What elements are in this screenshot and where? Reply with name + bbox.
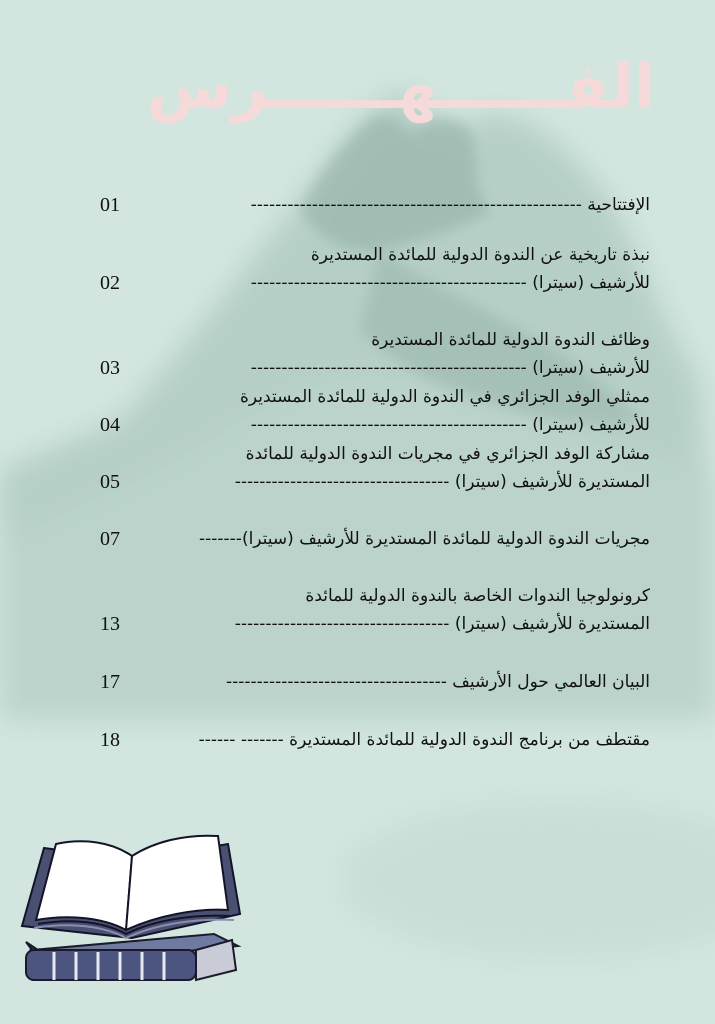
toc-page-number: 07	[100, 528, 120, 550]
toc-entry-text: مجريات الندوة الدولية للمائدة المستديرة للأرشيف (سيترا)-------	[199, 529, 650, 549]
toc-entry-text: مقتطف من برنامج الندوة الدولية للمائدة المستديرة ------- ------	[198, 730, 650, 750]
toc-entry-text: للأرشيف (سيترا) ---------------------------------------------	[250, 273, 650, 293]
toc-entry	[90, 525, 650, 553]
page-title: الفــــــهــــــرس	[146, 50, 655, 123]
toc-page-number: 05	[100, 471, 120, 493]
toc-entry	[90, 241, 650, 297]
toc-entry	[90, 383, 650, 439]
toc-entry-text: كرونولوجيا الندوات الخاصة بالندوة الدولية للمائدة	[305, 586, 650, 606]
toc-entry-text: المستديرة للأرشيف (سيترا) -----------------------------------	[234, 614, 650, 634]
toc-entry	[90, 668, 650, 696]
toc-page-number: 01	[100, 194, 120, 216]
toc-page-number: 13	[100, 613, 120, 635]
open-book-icon	[14, 822, 246, 990]
toc-page-number: 17	[100, 671, 120, 693]
toc-entry	[90, 440, 650, 496]
toc-page-number: 03	[100, 357, 120, 379]
toc-entry-text: المستديرة للأرشيف (سيترا) -----------------------------------	[234, 472, 650, 492]
toc-entry	[90, 191, 650, 219]
toc-entry-text: وظائف الندوة الدولية للمائدة المستديرة	[371, 330, 650, 350]
toc-entry	[90, 326, 650, 382]
toc-entry-text: مشاركة الوفد الجزائري في مجريات الندوة الدولية للمائدة	[245, 444, 650, 464]
toc-page-number: 18	[100, 729, 120, 751]
toc-entry	[90, 582, 650, 638]
toc-entry-text: البيان العالمي حول الأرشيف ------------------------------------	[226, 672, 650, 692]
toc-page-number: 04	[100, 414, 120, 436]
toc-entry-text: نبذة تاريخية عن الندوة الدولية للمائدة المستديرة	[310, 245, 650, 265]
toc-entry-text: الإفتتاحية ------------------------------------------------------	[250, 195, 650, 215]
toc-entry-text: للأرشيف (سيترا) ---------------------------------------------	[250, 358, 650, 378]
toc-page-number: 02	[100, 272, 120, 294]
toc-entry	[90, 726, 650, 754]
toc-entry-text: ممثلي الوفد الجزائري في الندوة الدولية للمائدة المستديرة	[240, 387, 650, 407]
toc-entry-text: للأرشيف (سيترا) ---------------------------------------------	[250, 415, 650, 435]
